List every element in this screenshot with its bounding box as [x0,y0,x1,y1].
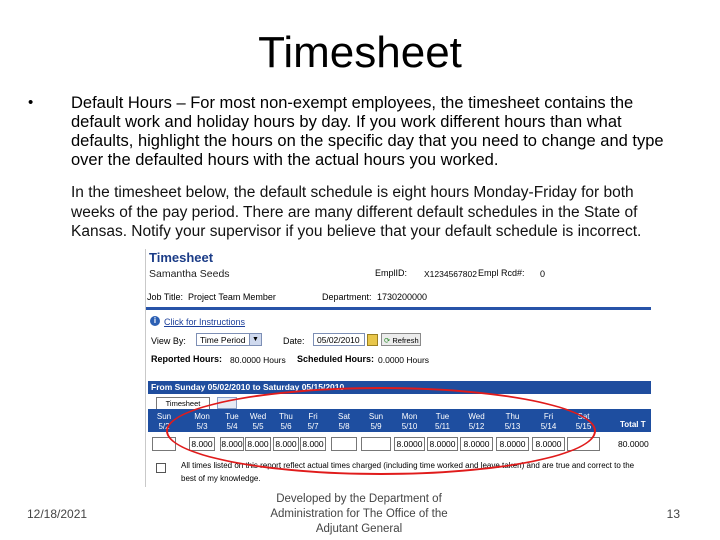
day-header [494,412,531,431]
reported-hours-value: 80.0000 Hours [230,355,286,365]
department-label: Department: [322,292,372,302]
day-date: 5/10 [401,421,418,431]
view-by-value: Time Period [200,335,246,345]
info-icon: i [150,316,160,326]
day-name: Sun [368,412,384,421]
day-date: 5/15 [575,421,592,431]
date-input[interactable]: 05/02/2010 [313,333,365,346]
reported-hours-label: Reported Hours: [151,354,223,364]
hours-input[interactable]: 8.0000 [460,437,493,451]
day-name: Thu [505,412,520,421]
schedule-note: In the timesheet below, the default schedule is eight hours Monday-Friday for both weeks of the pay period. There are many different default schedules in the State of Kansas. Notify your supervisor if you believe that your default schedule is incorrect. [71,184,642,240]
day-header [243,412,273,431]
hours-input[interactable]: 8.000 [221,439,243,449]
refresh-icon: ⟳ [384,336,391,345]
day-name: Wed [468,412,485,421]
slide-title: Timesheet [258,28,462,77]
day-name: Mon [401,412,418,421]
day-date: 5/7 [307,421,319,431]
header-divider [146,307,651,310]
hours-input[interactable]: 8.000 [189,437,215,451]
tab-secondary[interactable] [217,397,237,409]
day-name: Wed [249,412,267,421]
view-by-select[interactable] [196,333,262,346]
day-header [150,412,178,431]
hours-input[interactable]: 8.0000 [394,437,425,451]
attestation-checkbox[interactable] [156,463,166,473]
hours-input[interactable] [152,437,176,451]
timesheet-title: Timesheet [149,250,214,265]
hours-input[interactable]: 8.0000 [496,437,529,451]
scheduled-hours-label: Scheduled Hours: [297,354,375,364]
day-name: Sat [337,412,350,421]
day-date: 5/2 [158,421,170,431]
job-title-label: Job Title: [147,292,184,302]
day-date: 5/5 [252,421,264,431]
day-name: Thu [279,412,293,421]
date-label: Date: [283,336,305,346]
footer-date: 12/18/2021 [27,507,88,521]
period-header: From Sunday 05/02/2010 to Saturday 05/15/2010 [148,381,651,394]
footer-credit: Developed by the Department of Administration for The Office of the Adjutant General [270,493,448,535]
calendar-icon[interactable] [367,334,378,346]
refresh-button[interactable] [381,333,421,346]
day-header [425,412,460,431]
day-date: 5/12 [468,421,485,431]
hours-input[interactable]: 8.0000 [427,437,458,451]
page-number: 13 [666,507,680,521]
refresh-label: Refresh [392,336,419,345]
day-date: 5/9 [370,421,382,431]
day-header [187,412,217,431]
day-date: 5/14 [540,421,557,431]
hours-input[interactable]: 8.000 [245,437,271,451]
bullet-marker: • [28,94,34,111]
hours-input[interactable] [331,437,357,451]
instructions-link[interactable]: Click for Instructions [164,317,246,327]
empl-rcd-value: 0 [540,269,546,279]
hours-input[interactable]: 8.000 [273,437,299,451]
day-date: 5/6 [280,421,292,431]
hours-input[interactable] [361,437,391,451]
job-title-value: Project Team Member [188,292,276,302]
day-name: Fri [308,412,318,421]
bullet-text: Default Hours – For most non-exempt employees, the timesheet contains the default work and holiday hours by day. If you work different hours than what defaults, highlight the hours on the specific day that you need to change and type over the defaulted hours with the actual hours you worked. [71,94,664,169]
day-name: Tue [435,412,450,421]
hours-input[interactable]: 8.000 [300,437,326,451]
day-header [329,412,359,431]
total-hours: 80.0000 [618,439,649,449]
scheduled-hours-value: 0.0000 Hours [378,355,430,365]
day-date: 5/4 [226,421,238,431]
day-name: Tue [225,412,239,421]
hours-input[interactable] [567,437,600,451]
attestation-text: All times listed on this report reflect actual times charged (including time worked and leave taken) and are true and correct to the best of my knowledge. [181,461,635,483]
day-header [359,412,393,431]
day-header [565,412,602,431]
day-name: Fri [543,412,554,421]
chevron-down-icon[interactable]: ▼ [249,334,261,345]
day-header [298,412,328,431]
day-date: 5/11 [435,421,450,431]
hours-input[interactable]: 8.0000 [532,437,565,451]
view-by-label: View By: [151,336,186,346]
total-header: Total T [620,420,646,429]
employee-name: Samantha Seeds [149,268,230,280]
department-value: 1730200000 [377,292,428,302]
day-header [218,412,246,431]
emplid-value: X1234567802 [424,269,477,279]
day-name: Sun [156,412,172,421]
day-date: 5/8 [338,421,350,431]
day-header [458,412,495,431]
emplid-label: EmplID: [375,268,408,278]
day-name: Mon [194,412,210,421]
day-date: 5/3 [196,421,208,431]
day-name: Sat [577,412,590,421]
timesheet-screenshot [145,249,651,487]
day-header [271,412,301,431]
empl-rcd-label: Empl Rcd#: [478,268,525,278]
day-header [530,412,567,431]
day-date: 5/13 [504,421,521,431]
day-header [392,412,427,431]
tab-timesheet[interactable]: Timesheet [156,397,210,410]
